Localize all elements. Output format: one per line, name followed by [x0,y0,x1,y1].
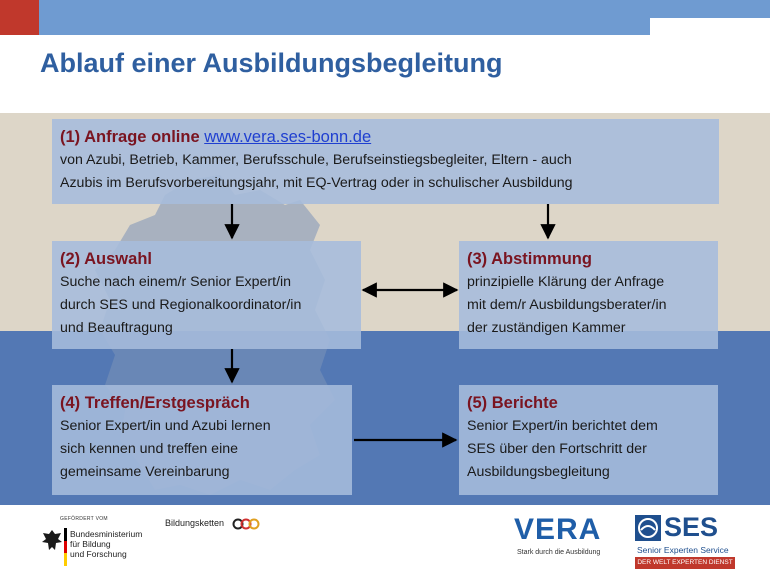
step-1-request-online [52,119,719,204]
ministry-line-1: Bundesministerium [70,529,143,539]
step-1-heading [60,125,711,149]
step-1-line-2: Azubis im Berufsvorbereitungsjahr, mit EQ-Vertrag oder in schulischer Ausbildung [60,175,573,191]
step-5-line-2: SES über den Fortschritt der [467,441,647,457]
step-2-line-2: durch SES und Regionalkoordinator/in [60,297,302,313]
ses-globe-icon [635,515,661,541]
german-flag-stripe [64,528,67,566]
step-4-line-2: sich kennen und treffen eine [60,441,239,457]
step-4-line-3: gemeinsame Vereinbarung [60,464,230,480]
eagle-icon [40,528,64,554]
ses-name: Senior Experten Service [637,545,729,555]
step-1-line-1: von Azubi, Betrieb, Kammer, Berufsschule, Berufseinstiegsbegleiter, Eltern - auch [60,152,572,168]
vera-logo: VERA [514,513,602,546]
ministry-funded-by: GEFÖRDERT VOM [60,516,108,522]
step-4-first-meeting [52,385,352,495]
ministry-line-2: für Bildung [70,539,111,549]
step-4-line-1: Senior Expert/in und Azubi lernen [60,418,271,434]
ministry-line-3: und Forschung [70,549,127,559]
step-3-heading: (3) Abstimmung [467,250,592,268]
step-3-line-3: der zuständigen Kammer [467,320,626,336]
step-2-line-3: und Beauftragung [60,320,173,336]
step-2-selection [52,241,361,349]
bildungsketten-label: Bildungsketten [165,518,225,528]
ses-logo-text: SES [664,512,719,542]
step-3-line-2: mit dem/r Ausbildungsberater/in [467,297,667,313]
step-3-line-1: prinzipielle Klärung der Anfrage [467,274,665,290]
step-3-coordination [459,241,718,349]
bildungsketten-rings-icon [232,518,262,530]
step-5-heading: (5) Berichte [467,394,558,412]
step-5-line-3: Ausbildungsbegleitung [467,464,610,480]
top-bar-notch [650,18,770,35]
step-5-reports [459,385,718,495]
step-2-heading: (2) Auswahl [60,250,152,268]
ministry-name [70,529,160,559]
step-5-line-1: Senior Expert/in berichtet dem [467,418,658,434]
top-bar-red-accent [0,0,39,35]
slide-title: Ablauf einer Ausbildungsbegleitung [40,48,503,78]
top-bar [0,0,770,35]
step-4-heading: (4) Treffen/Erstgespräch [60,394,250,412]
step-2-line-1: Suche nach einem/r Senior Expert/in [60,274,292,290]
vera-tagline: Stark durch die Ausbildung [517,549,601,556]
step-1-heading-text: (1) Anfrage online [60,128,205,146]
ses-slogan-bar: DER WELT EXPERTEN DIENST [635,557,735,569]
vera-website-link[interactable]: www.vera.ses-bonn.de [204,128,372,146]
